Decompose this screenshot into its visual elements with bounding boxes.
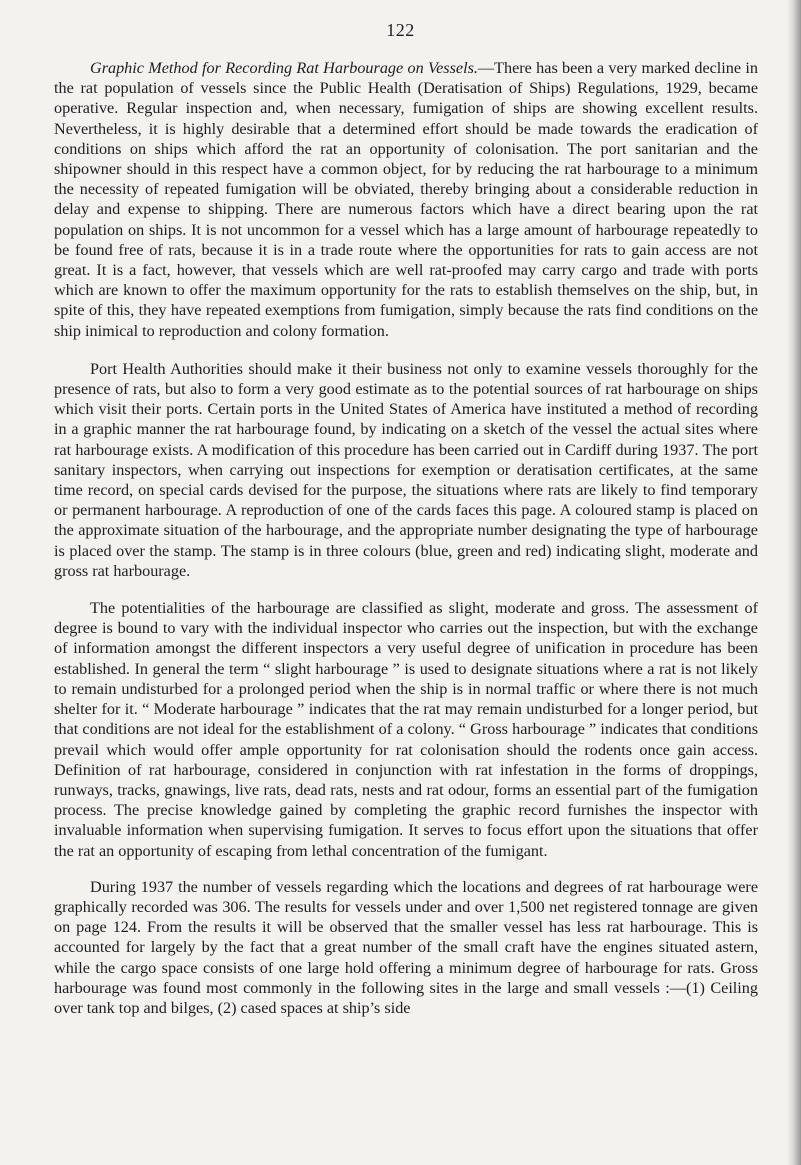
paragraph-3: The potentialities of the harbourage are classified as slight, moderate and gross. The assessment of degree is bound to vary with the individual inspector who carries out the inspection, but with the exchange of information amongst the different inspectors a very useful degree of unification in procedure has been established. In general the term “ slight harbourage ” is used to designate situations where a rat is not likely to remain undisturbed for a prolonged period when the ship is in normal traffic or where there is not much shelter for it. “ Moderate harbourage ” indicates that the rat may remain undisturbed for a longer period, but that conditions are not ideal for the establishment of a colony. “ Gross harbourage ” indicates that conditions prevail which would offer ample opportunity for rat colonisation should the rodents once gain access. Definition of rat harbourage, considered in conjunction with rat infestation in the forms of droppings, runways, tracks, gnawings, live rats, dead rats, nests and rat odour, forms an essential part of the fumigation process. The precise knowledge gained by completing the graphic record furnishes the inspector with invaluable information when supervising fumigation. It serves to focus effort upon the situations that offer the rat an opportunity of escaping from lethal concentration of the fumigant. [54, 599, 758, 860]
page-edge-shadow [787, 0, 801, 1165]
paragraph-2: Port Health Authorities should make it their business not only to examine vessels thoroughly for the presence of rats, but also to form a very good estimate as to the potential sources of rat harbourage on ships which visit their ports. Certain ports in the United States of America have instituted a method of recording in a graphic manner the rat harbourage found, by indicating on a sketch of the vessel the actual sites where rat harbourage exists. A modification of this procedure has been carried out in Cardiff during 1937. The port sanitary inspectors, when carrying out inspections for exemption or deratisation certificates, at the same time record, on special cards devised for the purpose, the situations where rats are likely to find temporary or permanent harbourage. A reproduction of one of the cards faces this page. A coloured stamp is placed on the approximate situation of the harbourage, and the appropriate number designating the type of harbourage is placed over the stamp. The stamp is in three colours (blue, green and red) indicating slight, moderate and gross rat harbourage. [54, 359, 758, 580]
paragraph-1-text: —There has been a very marked decline in the rat population of vessels since the Public Health (Deratisation of Ships) Regulations, 1929, became operative. Regular inspection and, when necessary, fumigation of ships are showing excellent results. Nevertheless, it is highly desirable that a determined effort should be made towards the eradication of conditions on ships which afford the rat an opportunity of colonisation. The port sanitarian and the shipowner should in this respect have a common object, for by reducing the rat harbourage to a minimum the necessity of repeated fumigation will be obviated, thereby bringing about a considerable reduction in delay and expense to shipping. There are numerous factors which have a direct bearing upon the rat population on ships. It is not uncommon for a vessel which has a large amount of harbourage repeatedly to be found free of rats, because it is in a trade route where the opportunities for rats to gain access are not great. It is a fact, however, that vessels which are well rat-proofed may carry cargo and trade with ports which are known to offer the maximum opportunity for the rats to establish themselves on the ship, but, in spite of this, they have repeated exemptions from fumigation, simply because the rats find conditions on the ship inimical to reproduction and colony formation. [54, 59, 758, 340]
section-heading: Graphic Method for Recording Rat Harbourage on Vessels. [90, 59, 478, 77]
paragraph-1 [54, 58, 758, 341]
paragraph-4: During 1937 the number of vessels regarding which the locations and degrees of rat harbourage were graphically recorded was 306. The results for vessels under and over 1,500 net registered tonnage are given on page 124. From the results it will be observed that the smaller vessel has less rat harbourage. This is accounted for largely by the fact that a great number of the small craft have the engines situated astern, while the cargo space consists of one large hold offering a minimum degree of harbourage for rats. Gross harbourage was found most commonly in the following sites in the large and small vessels :—(1) Ceiling over tank top and bilges, (2) cased spaces at ship’s side [54, 877, 758, 1017]
body-text [54, 58, 758, 1034]
page-number: 122 [386, 20, 415, 40]
